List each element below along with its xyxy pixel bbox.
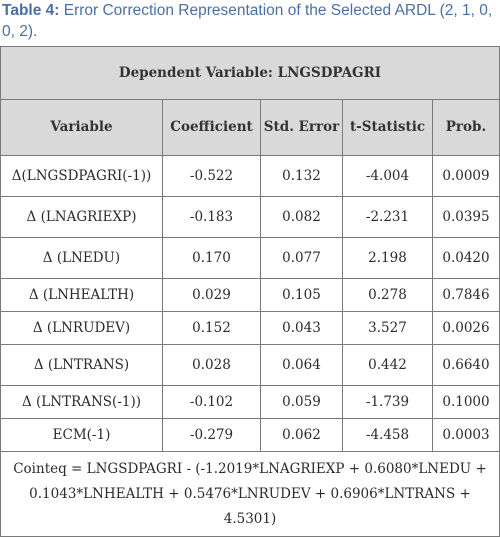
std-error-cell: 0.062 (261, 419, 343, 452)
cointeq-equation: Cointeq = LNGSDPAGRI - (-1.2019*LNAGRIEXP + 0.6080*LNEDU + 0.1043*LNHEALTH + 0.5476*LNRUDEV + 0.6906*LNTRANS + 4.5301) (1, 452, 500, 537)
coefficient-cell: -0.183 (163, 197, 261, 238)
variable-cell: Δ(LNGSDPAGRI(-1)) (1, 156, 163, 197)
variable-cell: ECM(-1) (1, 419, 163, 452)
dependent-variable: Dependent Variable: LNGSDPAGRI (1, 47, 500, 100)
cointeq-row (1, 452, 500, 537)
header-row (1, 100, 500, 156)
std-error-cell: 0.082 (261, 197, 343, 238)
t-statistic-cell: -1.739 (343, 386, 433, 419)
variable-cell: Δ (LNHEALTH) (1, 279, 163, 312)
coefficient-cell: -0.279 (163, 419, 261, 452)
caption-label: Table 4: (2, 2, 60, 19)
t-statistic-cell: 3.527 (343, 312, 433, 345)
prob-cell: 0.6640 (433, 345, 500, 386)
table-row (1, 156, 500, 197)
coefficient-cell: -0.522 (163, 156, 261, 197)
prob-cell: 0.0420 (433, 238, 500, 279)
table-row (1, 312, 500, 345)
header-t-statistic: t-Statistic (343, 100, 433, 156)
table-row (1, 238, 500, 279)
variable-cell: Δ (LNEDU) (1, 238, 163, 279)
std-error-cell: 0.064 (261, 345, 343, 386)
variable-cell: Δ (LNTRANS(-1)) (1, 386, 163, 419)
table-caption (0, 0, 500, 42)
t-statistic-cell: 0.278 (343, 279, 433, 312)
table-row (1, 345, 500, 386)
table-row (1, 386, 500, 419)
prob-cell: 0.0026 (433, 312, 500, 345)
t-statistic-cell: 0.442 (343, 345, 433, 386)
prob-cell: 0.0003 (433, 419, 500, 452)
table-row (1, 279, 500, 312)
std-error-cell: 0.105 (261, 279, 343, 312)
coefficient-cell: 0.029 (163, 279, 261, 312)
prob-cell: 0.1000 (433, 386, 500, 419)
header-variable: Variable (1, 100, 163, 156)
t-statistic-cell: -4.004 (343, 156, 433, 197)
table-row (1, 419, 500, 452)
coefficient-cell: 0.028 (163, 345, 261, 386)
variable-cell: Δ (LNRUDEV) (1, 312, 163, 345)
coefficient-cell: 0.170 (163, 238, 261, 279)
variable-cell: Δ (LNAGRIEXP) (1, 197, 163, 238)
header-prob: Prob. (433, 100, 500, 156)
coefficient-cell: 0.152 (163, 312, 261, 345)
prob-cell: 0.0395 (433, 197, 500, 238)
prob-cell: 0.0009 (433, 156, 500, 197)
caption-text: Error Correction Representation of the Selected ARDL (2, 1, 0, 0, 2). (2, 2, 493, 40)
std-error-cell: 0.059 (261, 386, 343, 419)
prob-cell: 0.7846 (433, 279, 500, 312)
std-error-cell: 0.043 (261, 312, 343, 345)
ecm-table (0, 46, 500, 537)
t-statistic-cell: 2.198 (343, 238, 433, 279)
coefficient-cell: -0.102 (163, 386, 261, 419)
header-coefficient: Coefficient (163, 100, 261, 156)
header-std-error: Std. Error (261, 100, 343, 156)
std-error-cell: 0.077 (261, 238, 343, 279)
t-statistic-cell: -2.231 (343, 197, 433, 238)
table-row (1, 197, 500, 238)
t-statistic-cell: -4.458 (343, 419, 433, 452)
std-error-cell: 0.132 (261, 156, 343, 197)
variable-cell: Δ (LNTRANS) (1, 345, 163, 386)
dependent-variable-row (1, 47, 500, 100)
